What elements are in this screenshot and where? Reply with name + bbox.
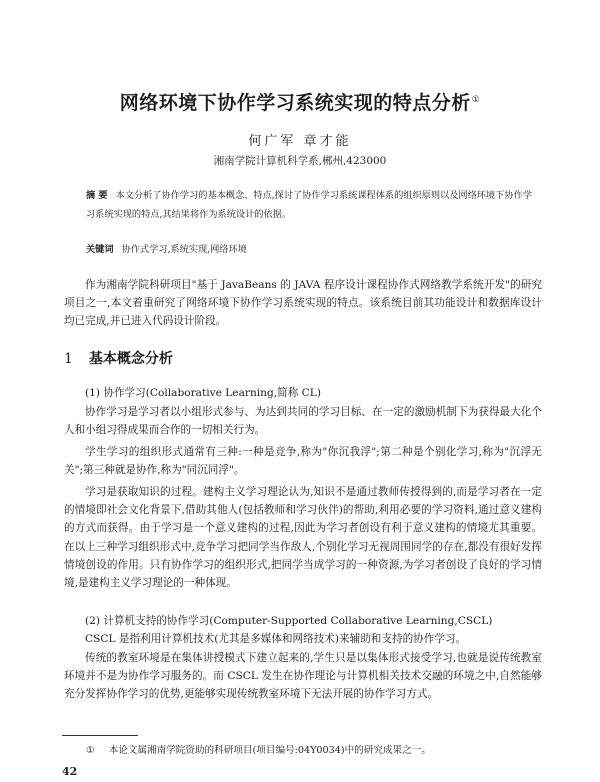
section-title: 基本概念分析 (88, 351, 173, 367)
section-number: 1 (64, 351, 73, 367)
abstract (86, 186, 536, 224)
footnote-mark: ① (86, 745, 95, 756)
affiliation: 湘南学院计算机科学系,郴州,423000 (213, 155, 387, 167)
abstract-label: 摘 要 (86, 190, 108, 201)
footnote (86, 742, 546, 756)
footnote-divider (62, 735, 138, 736)
keywords-text: 协作式学习,系统实现,网络环境 (121, 244, 247, 255)
page-number: 42 (62, 765, 78, 778)
intro-paragraph: 作为湘南学院科研项目"基于 JavaBeans 的 JAVA 程序设计课程协作式网络教学系统开发"的研究项目之一,本文着重研究了网络环境下协作学习系统实现的特点。该系统目前其功能设计和数据库设计均已完成,并已进入代码设计阶段。 (64, 279, 542, 328)
paragraph-4: 学习是获取知识的过程。建构主义学习理论认为,知识不是通过教师传授得到的,而是学习者在一定的情境即社会文化背景下,借助其他人(包括教师和学习伙伴)的帮助,利用必要的学习资料,通过意义建构的方式而获得。由于学习是一个意义建构的过程,因此为学习者创设有利于意义建构的情境尤其重要。在以上三种学习组织形式中,竞争学习把同学当作敌人,个别化学习无视周围同学的存在,都没有很好发挥情境创设的作用。只有协作学习的组织形式,把同学当成学习的一种资源,为学习者创设了良好的学习情境,是建构主义学习理论的一种体现。 (64, 486, 542, 590)
keywords (86, 241, 536, 255)
paragraph-5: (2) 计算机支持的协作学习(Computer-Supported Collaborative Learning,CSCL) (85, 615, 493, 627)
authors: 何广军 章才能 (248, 134, 352, 149)
section-heading (64, 348, 173, 368)
paragraph-7: 传统的教室环境是在集体讲授模式下建立起来的,学生只是以集体形式接受学习,也就是说传统教室环境并不是为协作学习服务的。而 CSCL 发生在协作理论与计算机相关技术交融的环境之中,自然能够充分发挥协作学习的优势,更能够实现传统教室环境下无法开展的协作学习方式。 (64, 652, 542, 701)
footnote-text: 本论文属湘南学院资助的科研项目(项目编号:04Y0034)中的研究成果之一。 (108, 745, 431, 756)
abstract-text: 本文分析了协作学习的基本概念、特点,探讨了协作学习系统课程体系的组织原则以及网络环境下协作学习系统实现的特点,其结果将作为系统设计的依据。 (86, 190, 532, 220)
paragraph-2: 协作学习是学习者以小组形式参与、为达到共同的学习目标、在一定的激励机制下为获得最大化个人和小组习得成果而合作的一切相关行为。 (64, 406, 542, 437)
title-footnote-mark: ① (471, 94, 481, 105)
paragraph-3: 学生学习的组织形式通常有三种:一种是竞争,称为"你沉我浮";第二种是个别化学习,称为"沉浮无关";第三种就是协作,称为"同沉同浮"。 (64, 446, 542, 477)
paper-title-text: 网络环境下协作学习系统实现的特点分析 (119, 92, 471, 114)
keywords-label: 关键词 (86, 244, 114, 255)
paragraph-1: (1) 协作学习(Collaborative Learning,简称 CL) (85, 387, 321, 399)
paragraph-6: CSCL 是指利用计算机技术(尤其是多媒体和网络技术)来辅助和支持的协作学习。 (85, 633, 467, 645)
paper-title (60, 88, 540, 115)
